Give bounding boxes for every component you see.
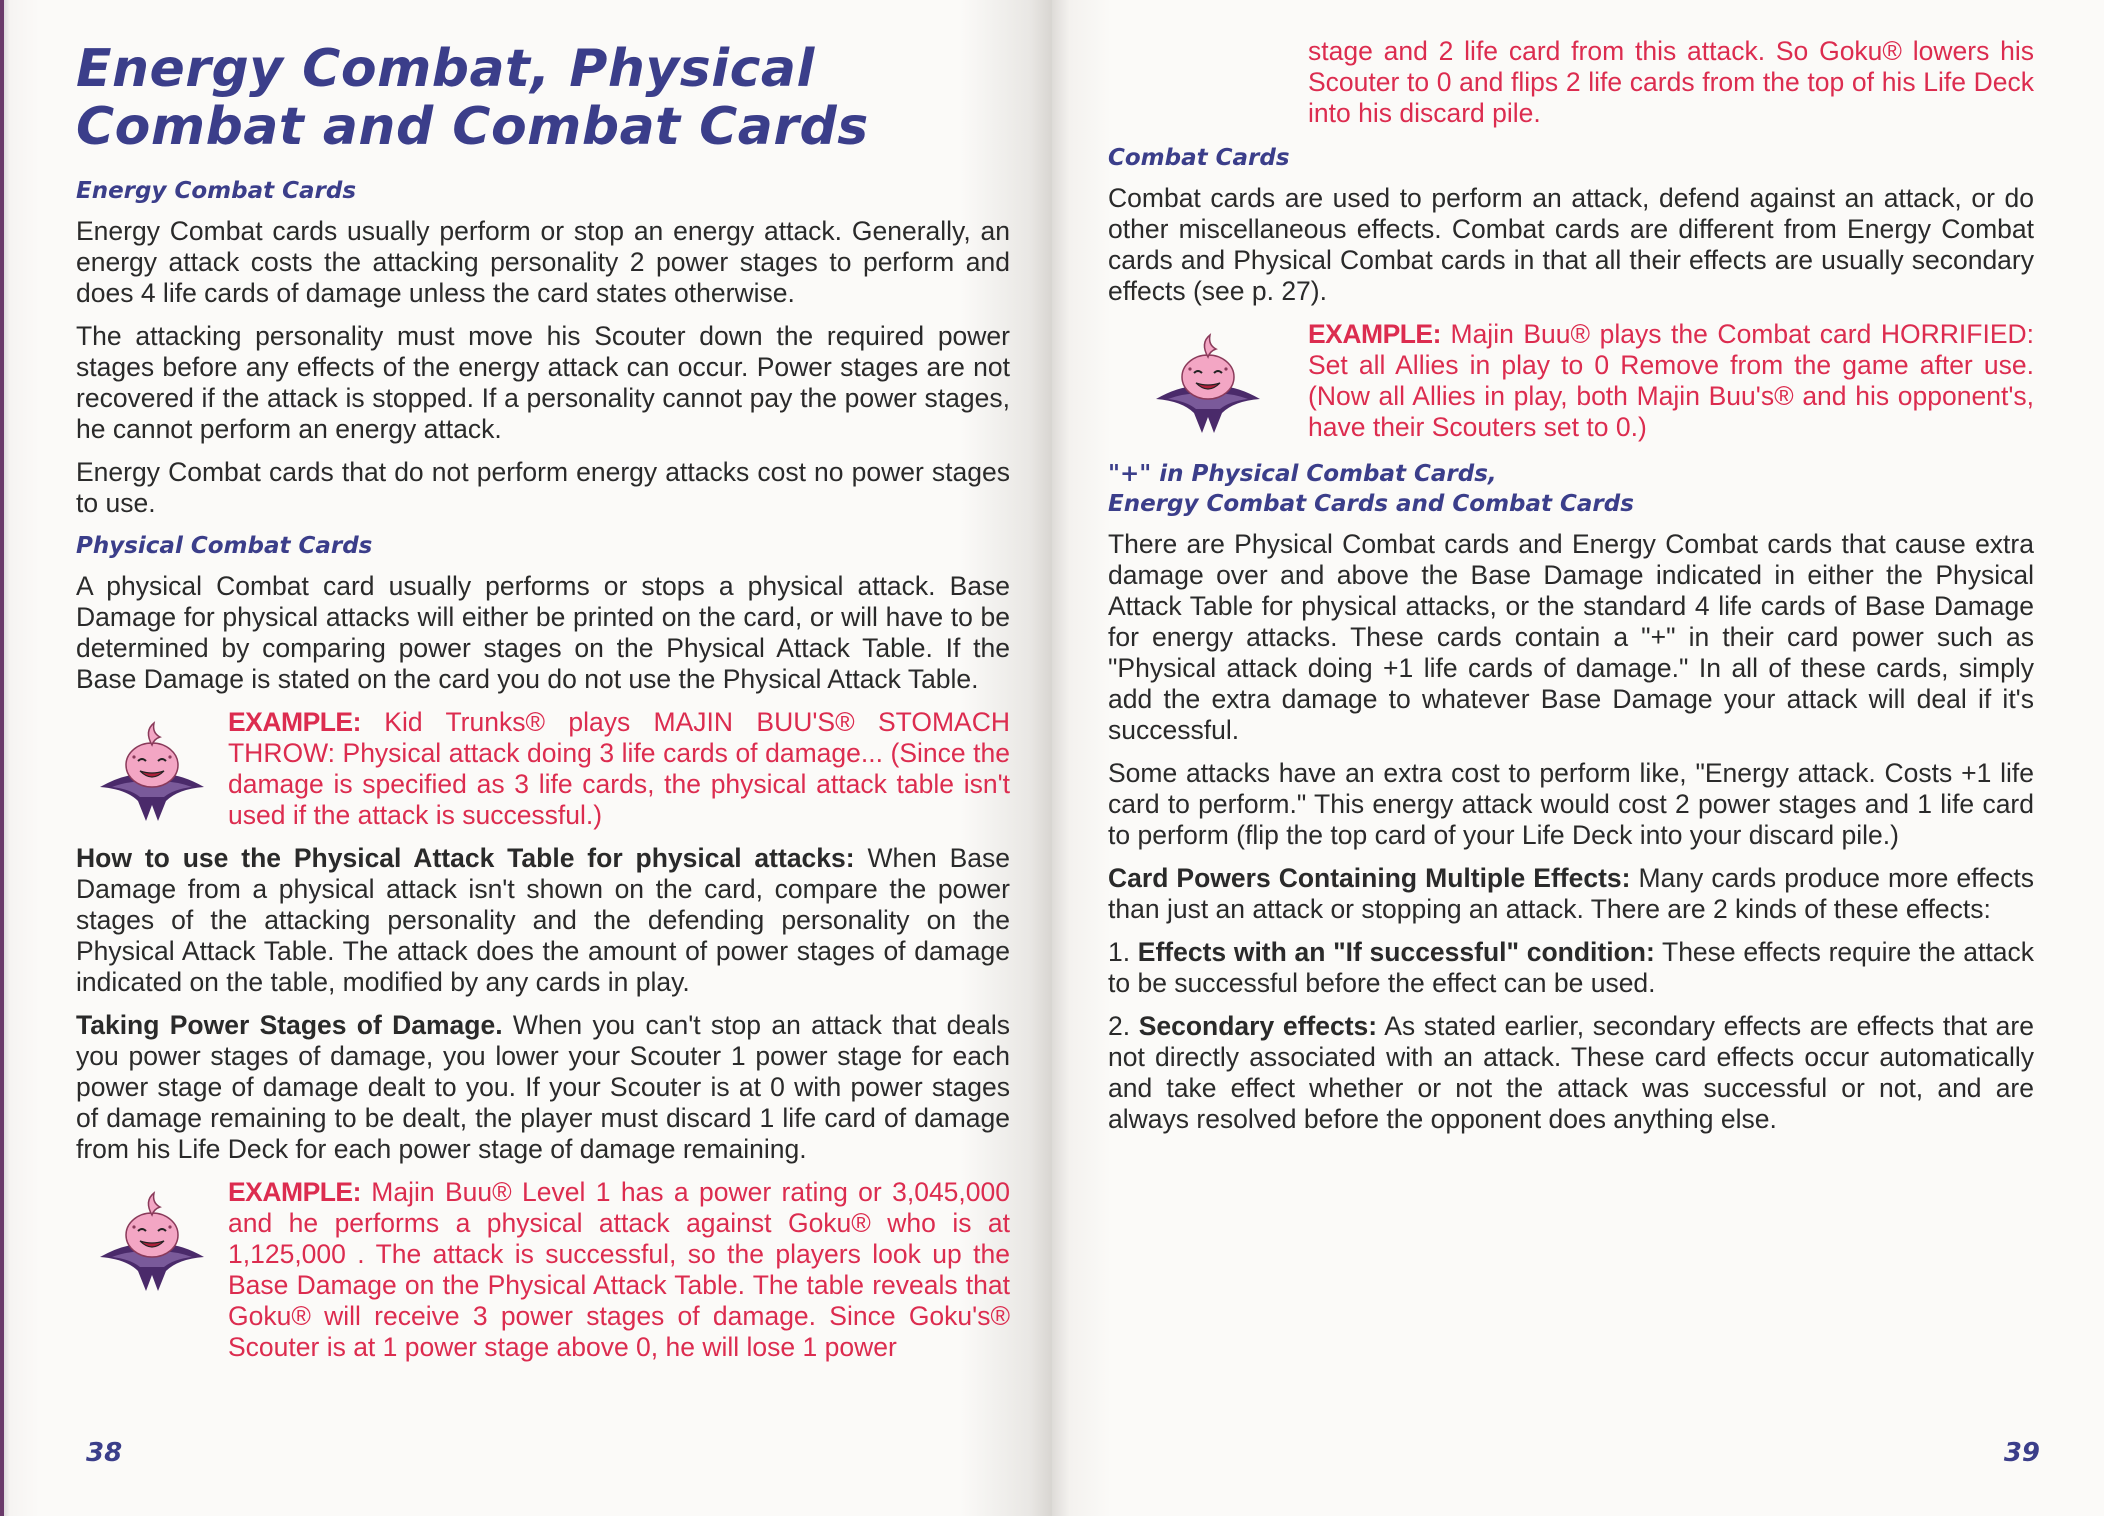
effects-list (1108, 937, 2034, 1135)
list-item (1108, 1011, 2034, 1135)
multi-text: Many cards produce more effects than just an attack or stopping an attack. There are 2 kinds of these effects: (1108, 863, 2035, 924)
book-spine (0, 0, 4, 1516)
example-2-body: Majin Buu® Level 1 has a power rating or 3,045,000 and he performs a physical attack against Goku® who is at 1,125,000 . The attack is successful, so the players look up the Base Damage on the Physical Attack Table. The table reveals that Goku® will receive 3 power stages of damage. Since Goku's® Scouter is at 1 power stage above 0, he will lose 1 power (228, 1177, 1010, 1362)
right-page (1052, 0, 2104, 1516)
plus-paragraph-1: There are Physical Combat cards and Energy Combat cards that cause extra damage over and above the Base Damage indicated in either the Physical Attack Table for physical attacks, or the standard 4 life cards of Base Damage for energy attacks. These cards contain a "+" in their card power such as "Physical attack doing +1 life cards of damage." In all of these cards, simply add the extra damage to whatever Base Damage your attack will deal if it's successful. (1108, 529, 2034, 745)
item-2-bold: Secondary effects: (1138, 1011, 1378, 1041)
majin-buu-mascot-icon (76, 1177, 228, 1297)
energy-combat-heading: Energy Combat Cards (76, 178, 357, 204)
combat-paragraph-1: Combat cards are used to perform an attack, defend against an attack, or do other miscellaneous effects. Combat cards are different from Energy Combat cards and Physical Combat cards in that all their effects are usually secondary effects (see p. 27). (1108, 183, 2034, 306)
title-line-1: Energy Combat, Physical (76, 39, 815, 99)
item-1-text: These effects require the attack to be successful before the effect can be used. (1108, 937, 2034, 998)
plus-heading (1108, 459, 2034, 519)
taking-damage-paragraph (76, 1010, 1010, 1165)
page-title (76, 40, 1010, 156)
howto-text: When Base Damage from a physical attack isn't shown on the card, compare the power stages of the attacking personality and the defending personality on the Physical Attack Table. The attack does the amount of power stages of damage indicated on the table, modified by any cards in play. (76, 843, 1010, 997)
majin-buu-mascot-icon (1108, 319, 1308, 439)
example-1-body: Kid Trunks® plays MAJIN BUU'S® STOMACH THROW: Physical attack doing 3 life cards of damage... (Since the damage is specified as 3 life cards, the physical attack table isn't used if the attack is successful.) (228, 707, 1010, 830)
energy-paragraph-3: Energy Combat cards that do not perform energy attacks cost no power stages to use. (76, 457, 1010, 518)
taking-bold: Taking Power Stages of Damage. (76, 1010, 503, 1040)
howto-bold: How to use the Physical Attack Table for physical attacks: (76, 843, 855, 873)
title-line-2: Combat and Combat Cards (76, 97, 869, 157)
example-2-text (228, 1177, 1010, 1363)
howto-paragraph (76, 843, 1010, 998)
plus-paragraph-2: Some attacks have an extra cost to perform like, "Energy attack. Costs +1 life card to perform." This energy attack would cost 2 power stages and 1 life card to perform (flip the top card of your Life Deck into your discard pile.) (1108, 758, 2034, 850)
taking-text: When you can't stop an attack that deals you power stages of damage, you lower your Scouter 1 power stage for each power stage of damage dealt to you. If your Scouter is at 0 with power stages of damage remaining to be dealt, the player must discard 1 life card of damage from his Life Deck for each power stage of damage remaining. (76, 1010, 1010, 1164)
plus-heading-line-1: "+" in Physical Combat Cards, (1108, 461, 1497, 487)
item-1-number: 1. (1108, 937, 1131, 967)
energy-paragraph-1: Energy Combat cards usually perform or stop an energy attack. Generally, an energy attack costs the attacking personality 2 power stages to perform and does 4 life cards of damage unless the card states otherwise. (76, 216, 1010, 308)
example-2-continued: stage and 2 life card from this attack. So Goku® lowers his Scouter to 0 and flips 2 life cards from the top of his Life Deck into his discard pile. (1308, 36, 2034, 128)
page-number-right: 39 (2003, 1438, 2040, 1468)
physical-paragraph-1: A physical Combat card usually performs or stops a physical attack. Base Damage for physical attacks will either be printed on the card, or will have to be determined by comparing power stages on the Physical Attack Table. If the Base Damage is stated on the card you do not use the Physical Attack Table. (76, 571, 1010, 694)
multi-bold: Card Powers Containing Multiple Effects: (1108, 863, 1631, 893)
item-2-text: As stated earlier, secondary effects are effects that are not directly associated with an attack. These card effects occur automatically and take effect whether or not the attack was successful or not, and are always resolved before the opponent does anything else. (1108, 1011, 2034, 1134)
item-2-number: 2. (1108, 1011, 1131, 1041)
physical-combat-heading: Physical Combat Cards (76, 533, 373, 559)
list-item (1108, 937, 2034, 999)
item-1-bold: Effects with an "If successful" condition: (1137, 937, 1655, 967)
example-3-label: EXAMPLE: (1308, 319, 1441, 349)
example-box-3 (1108, 319, 2034, 443)
example-3-text (1308, 319, 2034, 443)
example-box-1 (76, 707, 1010, 831)
example-1-label: EXAMPLE: (228, 707, 361, 737)
page-number-left: 38 (86, 1438, 123, 1468)
example-box-2 (76, 1177, 1010, 1363)
multiple-effects-paragraph (1108, 863, 2034, 925)
plus-heading-line-2: Energy Combat Cards and Combat Cards (1108, 491, 1634, 517)
majin-buu-mascot-icon (76, 707, 228, 827)
example-3-body: Majin Buu® plays the Combat card HORRIFIED: Set all Allies in play to 0 Remove from the game after use. (Now all Allies in play, both Majin Buu's® and his opponent's, have their Scouters set to 0.) (1308, 319, 2034, 442)
example-2-label: EXAMPLE: (228, 1177, 361, 1207)
combat-cards-heading: Combat Cards (1108, 145, 1290, 171)
example-1-text (228, 707, 1010, 831)
energy-paragraph-2: The attacking personality must move his Scouter down the required power stages before any effects of the energy attack can occur. Power stages are not recovered if the attack is stopped. If a personality cannot pay the power stages, he cannot perform an energy attack. (76, 321, 1010, 444)
